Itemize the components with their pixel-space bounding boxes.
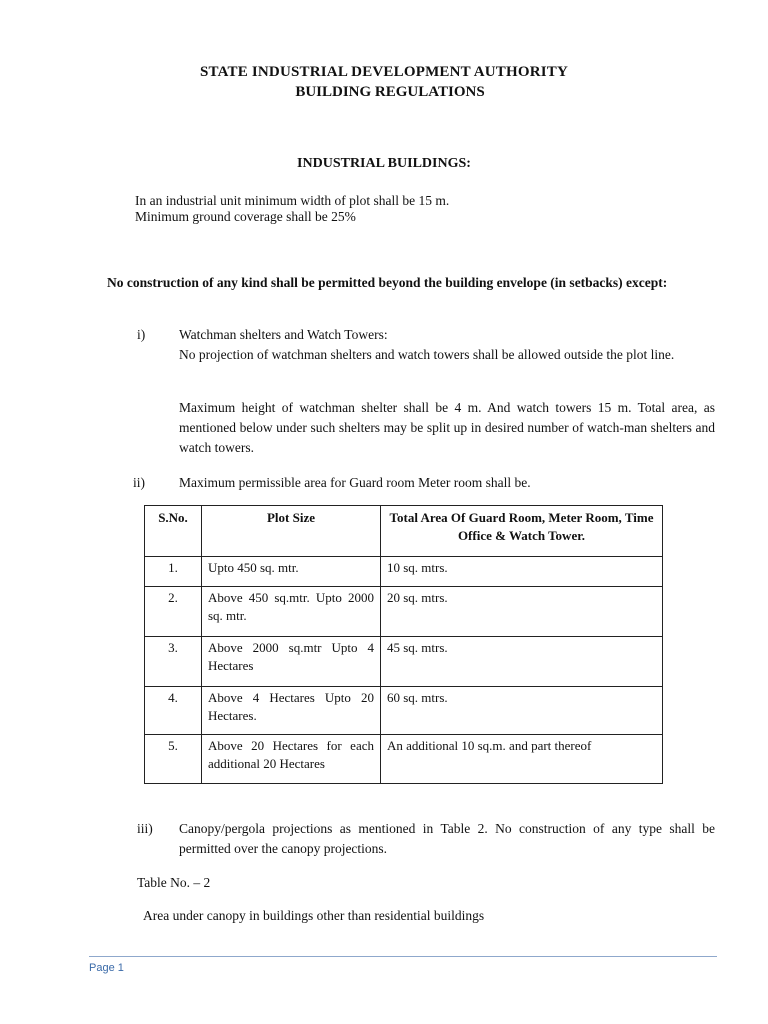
item-i-text: No projection of watchman shelters and watch towers shall be allowed outside the plot line. [179, 347, 675, 362]
item-i-paragraph: Maximum height of watchman shelter shall be 4 m. And watch towers 15 m. Total area, as mentioned below under such shelters may be split up in desired number of watch-man shelters and watch towers. [179, 400, 715, 455]
header-sno: S.No. [145, 506, 202, 557]
header-total-area: Total Area Of Guard Room, Meter Room, Time Office & Watch Tower. [381, 506, 663, 557]
cell-plot-size: Upto 450 sq. mtr. [202, 557, 381, 587]
cell-sno: 3. [145, 637, 202, 687]
cell-sno: 1. [145, 557, 202, 587]
table-row [145, 637, 663, 687]
table-header-row [145, 506, 663, 557]
table-row [145, 735, 663, 784]
guard-room-table [144, 505, 663, 784]
table-2-label: Table No. – 2 [137, 875, 211, 890]
table-2-caption: Area under canopy in buildings other than residential buildings [143, 908, 485, 923]
cell-sno: 5. [145, 735, 202, 784]
cell-plot-size: Above 4 Hectares Upto 20 Hectares. [202, 687, 381, 735]
item-i-heading: Watchman shelters and Watch Towers: [179, 327, 388, 342]
table-row [145, 557, 663, 587]
subtitle-text: BUILDING REGULATIONS [295, 84, 485, 100]
cell-area: 10 sq. mtrs. [381, 557, 663, 587]
table-row [145, 687, 663, 735]
footer-divider [89, 956, 717, 957]
document-title: STATE INDUSTRIAL DEVELOPMENT AUTHORITY [199, 64, 569, 80]
item-ii-text: Maximum permissible area for Guard room Meter room shall be. [179, 475, 531, 490]
header-plot-size: Plot Size [202, 506, 381, 557]
item-iii-text: Canopy/pergola projections as mentioned in Table 2. No construction of any type shall be permitted over the canopy projections. [179, 821, 715, 856]
cell-plot-size: Above 2000 sq.mtr Upto 4 Hectares [202, 637, 381, 687]
page-number: Page 1 [89, 962, 124, 974]
document-subtitle [0, 84, 768, 101]
cell-area: 20 sq. mtrs. [381, 587, 663, 637]
intro-line-2: Minimum ground coverage shall be 25% [135, 209, 356, 224]
intro-line-1: In an industrial unit minimum width of plot shall be 15 m. [135, 193, 450, 208]
cell-sno: 4. [145, 687, 202, 735]
cell-plot-size: Above 450 sq.mtr. Upto 2000 sq. mtr. [202, 587, 381, 637]
cell-plot-size: Above 20 Hectares for each additional 20 Hectares [202, 735, 381, 784]
item-iii-numeral: iii) [137, 821, 153, 836]
table-row [145, 587, 663, 637]
restriction-paragraph: No construction of any kind shall be permitted beyond the building envelope (in setbacks) except: [107, 275, 668, 290]
item-i-numeral: i) [137, 327, 146, 342]
cell-area: An additional 10 sq.m. and part thereof [381, 735, 663, 784]
cell-sno: 2. [145, 587, 202, 637]
cell-area: 45 sq. mtrs. [381, 637, 663, 687]
item-ii-numeral: ii) [133, 475, 145, 490]
cell-area: 60 sq. mtrs. [381, 687, 663, 735]
section-heading: INDUSTRIAL BUILDINGS: [297, 156, 471, 171]
